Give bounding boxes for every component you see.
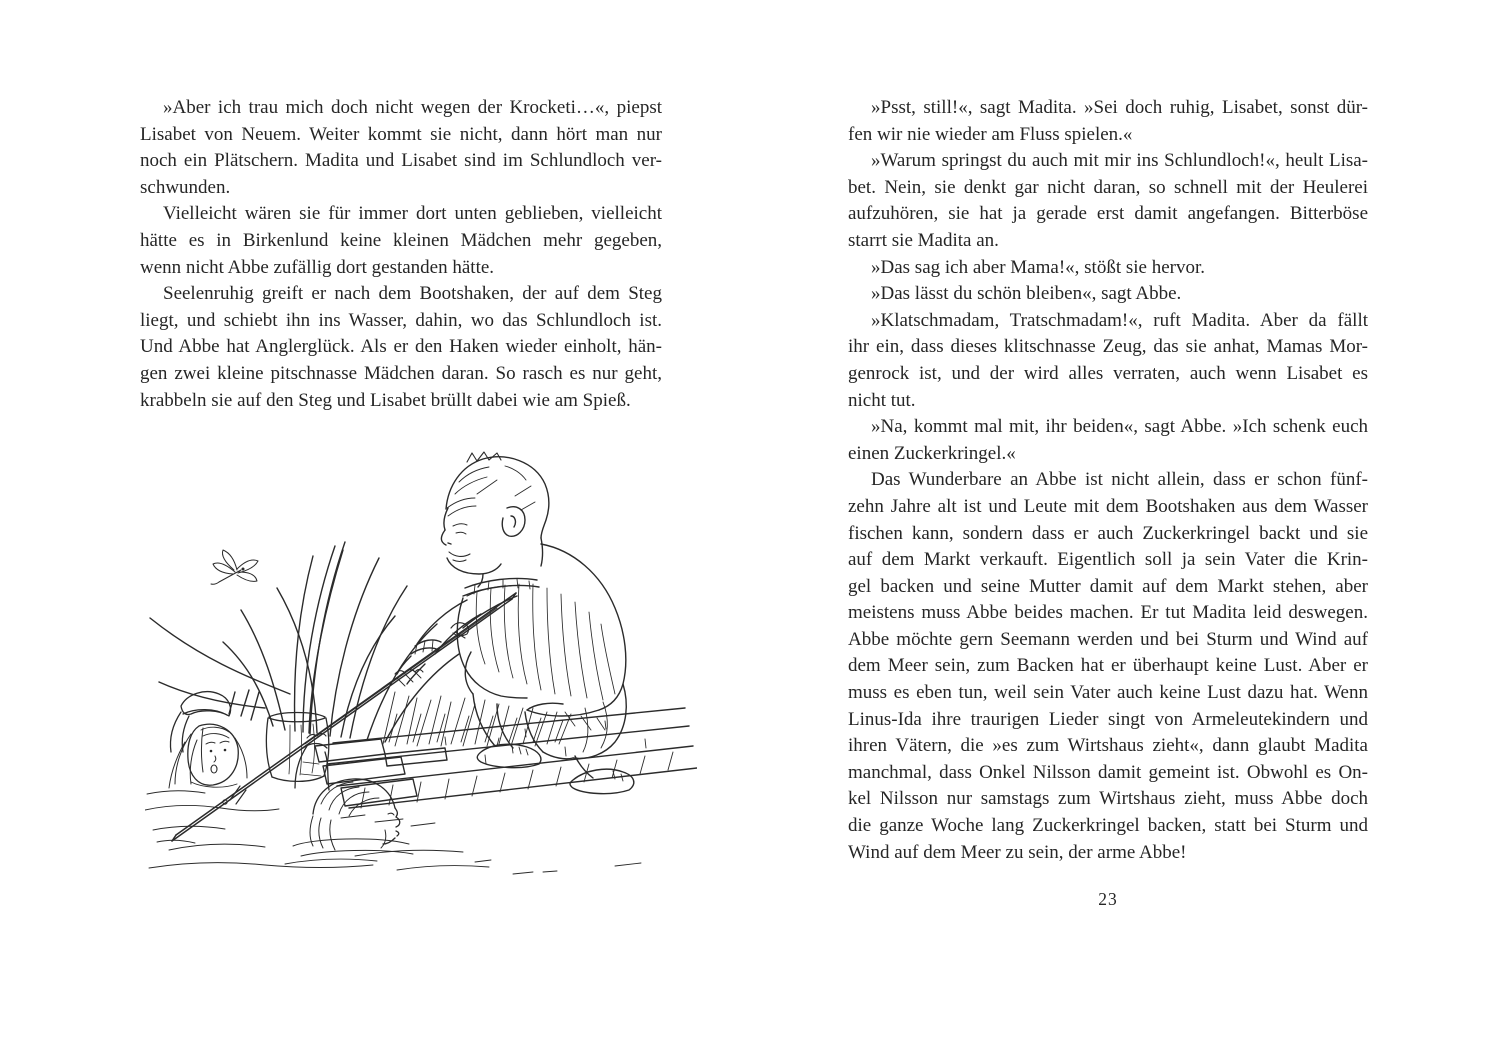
text-line: hätte es in Birkenlund keine kleinen Mädchen mehr gegeben, — [140, 229, 662, 251]
boy-figure — [395, 452, 634, 794]
text-line: »Warum springst du auch mit mir ins Schlundloch!«, heult Lisa- — [871, 150, 1368, 172]
text-line: Wind auf dem Meer zu sein, der arme Abbe! — [848, 841, 1187, 863]
text-line: »Das lässt du schön bleiben«, sagt Abbe. — [871, 283, 1182, 305]
text-line: Lisabet von Neuem. Weiter kommt sie nicht, dann hört man nur — [140, 123, 662, 145]
text-line: gel backen und seine Mutter damit auf dem Markt stehen, aber — [848, 575, 1368, 597]
text-line: fischen kann, sondern dass er auch Zuckerkringel backt und sie — [848, 522, 1368, 544]
text-line: liegt, und schiebt ihn ins Wasser, dahin, wo das Schlundloch ist. — [140, 309, 662, 331]
text-line: zehn Jahre alt ist und Leute mit dem Bootshaken aus dem Wasser — [848, 495, 1368, 517]
text-line: »Psst, still!«, sagt Madita. »Sei doch ruhig, Lisabet, sonst dür- — [871, 97, 1368, 118]
text-line: aufzuhören, sie hat ja gerade erst damit angefangen. Bitterböse — [848, 203, 1368, 225]
text-line: noch ein Plätschern. Madita und Lisabet sind im Schlundloch ver- — [140, 150, 662, 172]
girl-head-left — [169, 692, 247, 788]
left-page-text — [140, 95, 662, 414]
text-line: Vielleicht wären sie für immer dort unten geblieben, vielleicht — [163, 203, 662, 225]
text-line: starrt sie Madita an. — [848, 229, 999, 251]
text-line: Seelenruhig greift er nach dem Bootshaken, der auf dem Steg — [163, 283, 662, 305]
paragraph — [848, 95, 1368, 148]
text-line: dem Meer sein, zum Backen hat er überhaupt keine Lust. Aber er — [848, 655, 1368, 677]
paragraph — [140, 201, 662, 281]
text-line: gen zwei kleine pitschnasse Mädchen daran. So rasch es nur geht, — [140, 362, 662, 384]
paragraph — [848, 148, 1368, 254]
text-line: schwunden. — [140, 176, 231, 198]
text-line: meistens muss Abbe beides machen. Er tut Madita leid deswegen. — [848, 602, 1368, 624]
text-line: auf dem Markt verkauft. Eigentlich soll ja sein Vater die Krin- — [848, 549, 1368, 571]
text-line: »Klatschmadam, Tratschmadam!«, ruft Madita. Aber da fällt — [871, 309, 1368, 331]
text-line: krabbeln sie auf den Steg und Lisabet brüllt dabei wie am Spieß. — [140, 389, 631, 411]
text-line: Linus-Ida ihre traurigen Lieder singt von Armeleutekindern und — [848, 708, 1368, 730]
dock-planks — [315, 708, 697, 808]
text-line: die ganze Woche lang Zuckerkringel backen, statt bei Sturm und — [848, 815, 1368, 837]
text-line: manchmal, dass Onkel Nilsson damit gemeint ist. Obwohl es On- — [848, 761, 1368, 783]
paragraph — [848, 281, 1368, 308]
right-page-text — [848, 95, 1368, 866]
paragraph — [848, 467, 1368, 866]
text-line: ihr ein, dass dieses klitschnasse Zeug, das sie anhat, Mamas Mor- — [848, 336, 1368, 358]
text-line: »Aber ich trau mich doch nicht wegen der Krocketi…«, piepst — [163, 97, 662, 118]
girl-head-center — [293, 779, 413, 856]
text-line: bet. Nein, sie denkt gar nicht daran, so schnell mit der Heulerei — [848, 176, 1368, 198]
bucket — [266, 713, 328, 782]
paragraph — [848, 255, 1368, 282]
text-line: nicht tut. — [848, 389, 916, 411]
text-line: Und Abbe hat Anglerglück. Als er den Haken wieder einholt, hän- — [140, 336, 662, 358]
text-line: fen wir nie wieder am Fluss spielen.« — [848, 123, 1133, 145]
text-line: ihren Vätern, die »es zum Wirtshaus zieht«, dann glaubt Madita — [848, 735, 1368, 757]
paragraph — [848, 414, 1368, 467]
text-line: genrock ist, und der wird alles verraten, auch wenn Lisabet es — [848, 362, 1368, 384]
text-line: Das Wunderbare an Abbe ist nicht allein, dass er schon fünf- — [871, 469, 1368, 491]
paragraph — [140, 281, 662, 414]
paragraph — [140, 95, 662, 201]
jetty-illustration — [145, 446, 697, 878]
text-line: wenn nicht Abbe zufällig dort gestanden hätte. — [140, 256, 495, 278]
text-line: muss es eben tun, weil sein Vater auch keine Lust dazu hat. Wenn — [848, 682, 1368, 704]
paragraph — [848, 308, 1368, 414]
text-line: kel Nilsson nur samstags zum Wirtshaus zieht, muss Abbe doch — [848, 788, 1368, 810]
page-number: 23 — [1098, 889, 1118, 909]
text-line: einen Zuckerkringel.« — [848, 442, 1016, 464]
text-line: »Na, kommt mal mit, ihr beiden«, sagt Abbe. »Ich schenk euch — [871, 416, 1368, 438]
text-line: Abbe möchte gern Seemann werden und bei Sturm und Wind auf — [848, 628, 1368, 650]
text-line: »Das sag ich aber Mama!«, stößt sie hervor. — [871, 256, 1205, 278]
dragonfly — [211, 550, 258, 584]
